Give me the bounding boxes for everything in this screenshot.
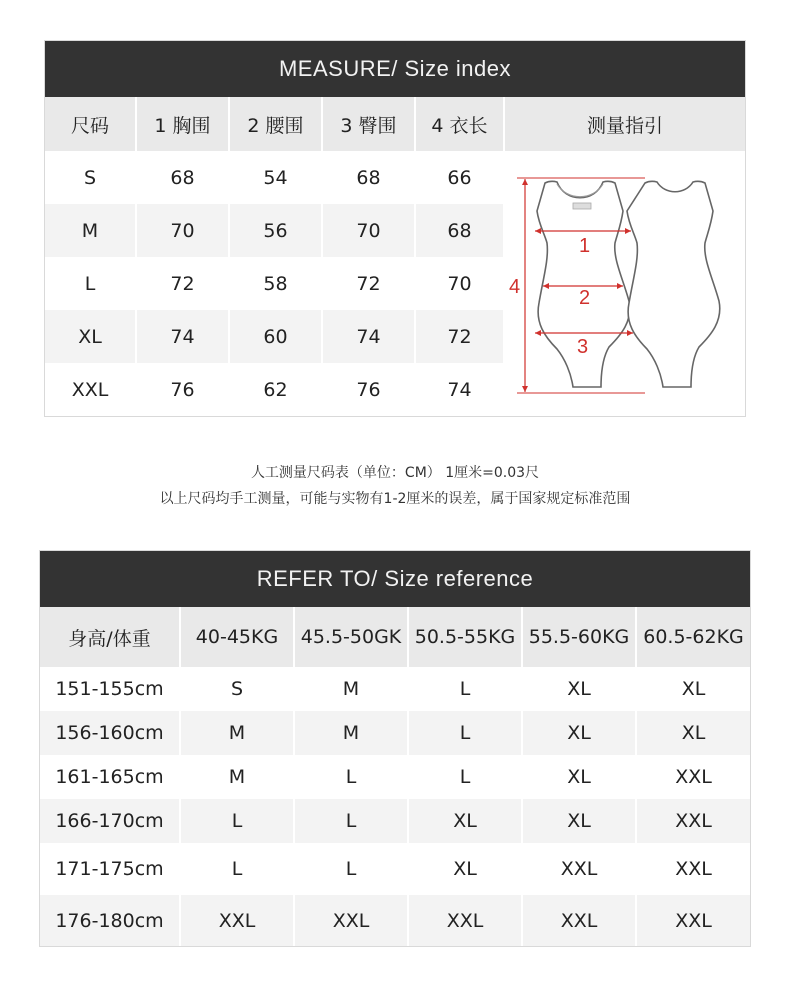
header-guide: 测量指引	[586, 114, 663, 137]
cell-chest: 68	[137, 151, 230, 204]
header-height-weight: 身高/体重	[40, 607, 181, 667]
cell-size: XXL	[675, 909, 712, 932]
table-row	[45, 204, 505, 257]
size-index-body	[45, 151, 745, 416]
cell-size: XL	[681, 678, 706, 700]
table-row	[40, 895, 750, 946]
table-row	[40, 667, 750, 711]
cell-size: L	[295, 799, 409, 843]
size-index-rows	[45, 151, 505, 416]
cell-height: 166-170cm	[40, 799, 181, 843]
note-unit: 人工测量尺码表（单位：CM） 1厘米=0.03尺	[250, 465, 540, 481]
guide-label-chest: 1	[579, 235, 591, 257]
cell-size: XL	[409, 843, 523, 895]
table-row	[40, 755, 750, 799]
cell-length: 74	[416, 363, 505, 416]
cell-size: L	[295, 755, 409, 799]
cell-size: XL	[45, 310, 137, 363]
header-weight-2: 45.5-50GK	[295, 607, 409, 667]
note-tolerance: 以上尺码均手工测量，可能与实物有1-2厘米的误差，属于国家规定标准范围	[159, 491, 631, 507]
size-reference-header-row	[40, 607, 750, 667]
table-row	[45, 151, 505, 204]
cell-size: XXL	[409, 895, 523, 946]
cell-height: 151-155cm	[40, 667, 181, 711]
cell-size: M	[181, 711, 295, 755]
cell-waist: 60	[230, 310, 323, 363]
cell-size: L	[295, 843, 409, 895]
guide-label-length: 4	[509, 276, 521, 298]
table-row	[45, 363, 505, 416]
cell-size: XXL	[523, 895, 637, 946]
cell-size: M	[295, 667, 409, 711]
header-hip: 3 臀围	[323, 97, 416, 151]
header-weight-5: 60.5-62KG	[643, 626, 744, 648]
cell-height: 171-175cm	[40, 843, 181, 895]
size-index-table	[44, 40, 746, 417]
cell-size: XL	[523, 755, 637, 799]
cell-size: L	[181, 799, 295, 843]
header-length: 4 衣长	[416, 97, 505, 151]
cell-size: XL	[523, 711, 637, 755]
cell-size: XXL	[675, 810, 712, 832]
cell-size: XXL	[295, 895, 409, 946]
cell-hip: 72	[323, 257, 416, 310]
table-row	[40, 843, 750, 895]
header-weight-1: 40-45KG	[181, 607, 295, 667]
measurement-guide-illustration	[505, 151, 745, 416]
size-index-header-row	[45, 97, 745, 151]
header-weight-4: 55.5-60KG	[523, 607, 637, 667]
guide-label-waist: 2	[579, 287, 591, 309]
cell-size: S	[45, 151, 137, 204]
table-row	[45, 310, 505, 363]
cell-size: XXL	[523, 843, 637, 895]
cell-size: L	[409, 667, 523, 711]
cell-size: XL	[523, 667, 637, 711]
table-row	[40, 711, 750, 755]
size-reference-table	[39, 550, 751, 947]
cell-size: XXL	[675, 858, 712, 880]
cell-chest: 70	[137, 204, 230, 257]
cell-hip: 76	[323, 363, 416, 416]
cell-chest: 74	[137, 310, 230, 363]
size-index-title: MEASURE/ Size index	[45, 41, 745, 97]
table-row	[45, 257, 505, 310]
swimsuit-back-shape	[627, 181, 720, 387]
header-size: 尺码	[45, 97, 137, 151]
header-weight-3: 50.5-55KG	[409, 607, 523, 667]
cell-size: L	[409, 755, 523, 799]
cell-waist: 62	[230, 363, 323, 416]
cell-size: XL	[409, 799, 523, 843]
cell-chest: 72	[137, 257, 230, 310]
cell-height: 176-180cm	[40, 895, 181, 946]
cell-size: L	[409, 711, 523, 755]
cell-size: XXL	[181, 895, 295, 946]
cell-hip: 74	[323, 310, 416, 363]
cell-chest: 76	[137, 363, 230, 416]
cell-size: M	[295, 711, 409, 755]
cell-size: M	[181, 755, 295, 799]
cell-waist: 54	[230, 151, 323, 204]
header-waist: 2 腰围	[230, 97, 323, 151]
cell-size: L	[181, 843, 295, 895]
cell-size: L	[45, 257, 137, 310]
cell-size: M	[45, 204, 137, 257]
guide-label-hip: 3	[577, 336, 589, 358]
cell-size: XL	[523, 799, 637, 843]
cell-length: 68	[416, 204, 505, 257]
cell-size: XXL	[45, 363, 137, 416]
cell-size: S	[181, 667, 295, 711]
size-reference-title: REFER TO/ Size reference	[40, 551, 750, 607]
cell-hip: 68	[323, 151, 416, 204]
cell-length: 66	[416, 151, 505, 204]
cell-length: 72	[416, 310, 505, 363]
cell-waist: 56	[230, 204, 323, 257]
cell-hip: 70	[323, 204, 416, 257]
cell-length: 70	[416, 257, 505, 310]
cell-size: XL	[681, 722, 706, 744]
cell-height: 161-165cm	[40, 755, 181, 799]
table-row	[40, 799, 750, 843]
cell-size: XXL	[675, 766, 712, 788]
header-chest: 1 胸围	[137, 97, 230, 151]
cell-height: 156-160cm	[40, 711, 181, 755]
swimsuit-diagram-icon	[505, 151, 745, 416]
cell-waist: 58	[230, 257, 323, 310]
